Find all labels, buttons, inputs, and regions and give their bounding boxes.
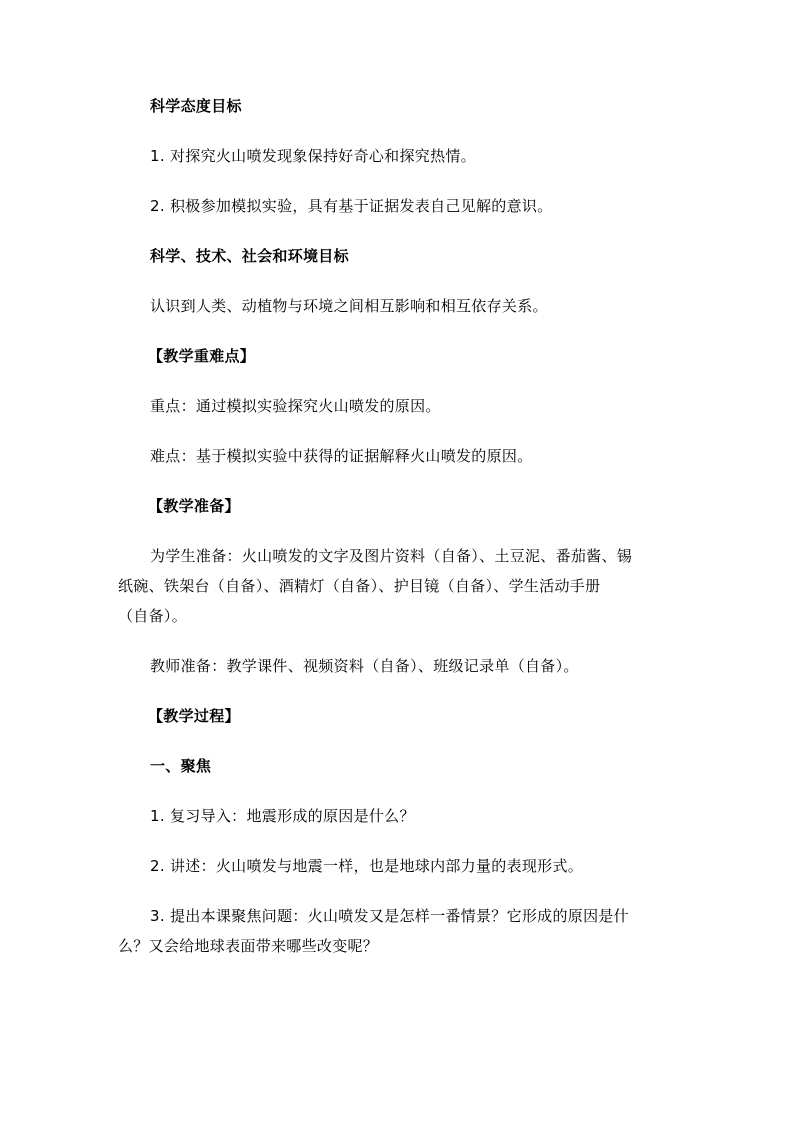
sts-item-1: 认识到人类、动植物与环境之间相互影响和相互依存关系。 — [150, 297, 548, 315]
prep-student-line-1: 为学生准备：火山喷发的文字及图片资料（自备）、土豆泥、番茄酱、锡 — [150, 547, 633, 565]
focus-item-3-line-1: 3. 提出本课聚焦问题：火山喷发又是怎样一番情景？它形成的原因是什 — [150, 907, 629, 925]
section-heading-preparation: 【教学准备】 — [148, 497, 240, 515]
attitude-item-2: 2. 积极参加模拟实验，具有基于证据发表自己见解的意识。 — [150, 197, 553, 215]
section-heading-focus: 一、聚焦 — [150, 757, 212, 775]
prep-student-line-2: 纸碗、铁架台（自备）、酒精灯（自备）、护目镜（自备）、学生活动手册 — [118, 577, 601, 595]
focus-item-3-line-2: 么？又会给地球表面带来哪些改变呢？ — [118, 937, 379, 955]
attitude-item-1: 1. 对探究火山喷发现象保持好奇心和探究热情。 — [150, 147, 476, 165]
focus-item-1: 1. 复习导入：地震形成的原因是什么？ — [150, 807, 415, 825]
section-heading-sts: 科学、技术、社会和环境目标 — [150, 247, 349, 265]
prep-student-line-3: （自备）。 — [118, 607, 188, 625]
prep-teacher: 教师准备：教学课件、视频资料（自备）、班级记录单（自备）。 — [150, 657, 579, 675]
focus-item-2: 2. 讲述：火山喷发与地震一样，也是地球内部力量的表现形式。 — [150, 857, 584, 875]
difficult-point: 难点：基于模拟实验中获得的证据解释火山喷发的原因。 — [150, 447, 533, 465]
section-heading-process: 【教学过程】 — [148, 707, 240, 725]
section-heading-key-points: 【教学重难点】 — [148, 347, 256, 365]
key-point: 重点：通过模拟实验探究火山喷发的原因。 — [150, 397, 441, 415]
section-heading-attitude: 科学态度目标 — [150, 97, 242, 115]
